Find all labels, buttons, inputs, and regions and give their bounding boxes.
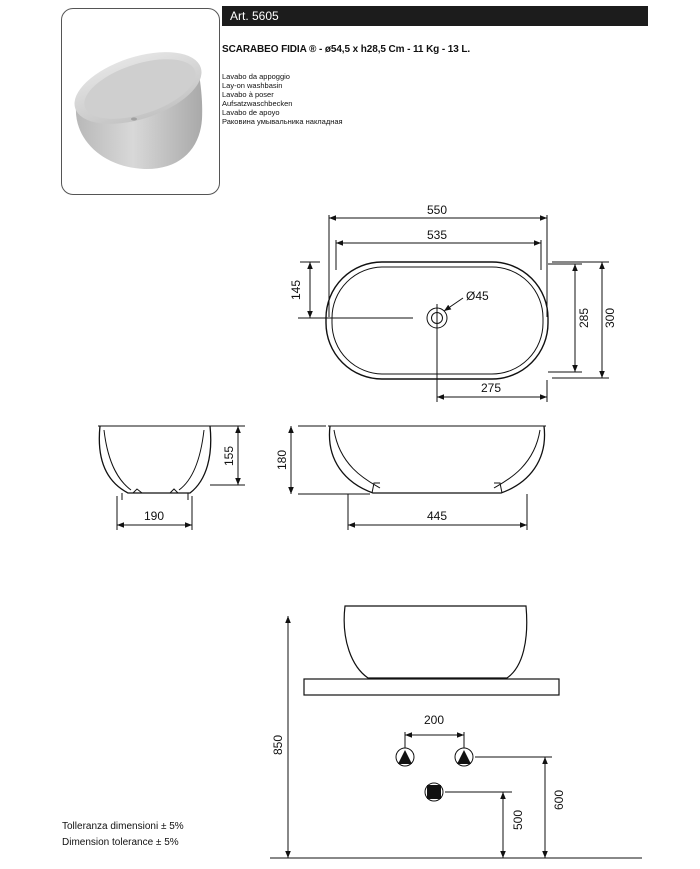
description-ru: Раковина умывальника накладная [222,117,343,126]
dim-500: 500 [511,809,525,831]
description-de: Aufsatzwaschbecken [222,99,293,108]
drain-outlet-icon [427,785,441,799]
installation-view [270,606,642,858]
product-title: SCARABEO FIDIA ® - ø54,5 x h28,5 Cm - 11 Kg - 13 L. [222,44,471,55]
dim-550: 550 [426,203,448,217]
dim-155: 155 [222,445,236,467]
tolerance-it: Tolleranza dimensioni ± 5% [62,821,184,832]
dim-600: 600 [552,789,566,811]
front-view [291,426,546,530]
dim-535: 535 [426,228,448,242]
description-en: Lay-on washbasin [222,81,283,90]
hot-water-icon [457,750,471,764]
side-view [98,426,245,530]
tolerance-en: Dimension tolerance ± 5% [62,837,179,848]
description-fr: Lavabo à poser [222,90,274,99]
cold-water-icon [398,750,412,764]
dim-drain-diameter: Ø45 [466,289,489,303]
dim-275: 275 [480,381,502,395]
dim-200: 200 [423,713,445,727]
description-es: Lavabo de apoyo [222,108,280,117]
dim-850: 850 [271,734,285,756]
dim-145: 145 [289,279,303,301]
dim-180: 180 [275,449,289,471]
article-number: Art. 5605 [230,9,279,23]
dim-300: 300 [603,307,617,329]
dim-190: 190 [143,509,165,523]
dim-285: 285 [577,307,591,329]
description-it: Lavabo da appoggio [222,72,290,81]
dim-445: 445 [426,509,448,523]
top-view [298,215,609,402]
